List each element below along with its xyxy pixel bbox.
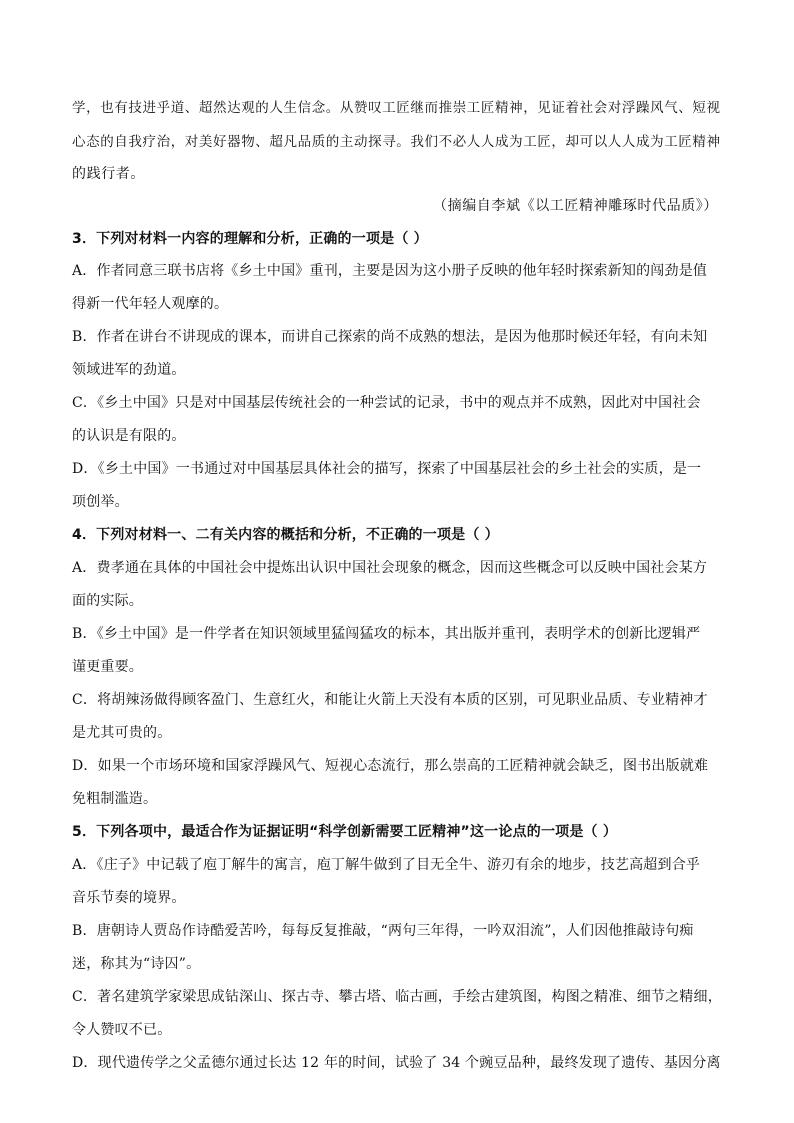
question-stem: 4．下列对材料一、二有关内容的概括和分析，不正确的一项是（ ）	[72, 527, 499, 543]
passage-line: 心态的自我疗治，对美好器物、超凡品质的主动探寻。我们不必人人成为工匠，却可以人人成为工匠精神	[72, 134, 721, 150]
option-line: 免粗制滥造。	[72, 791, 158, 807]
question-stem: 3．下列对材料一内容的理解和分析，正确的一项是（ ）	[72, 231, 428, 247]
option-line: 面的实际。	[72, 593, 143, 609]
passage-line: 学，也有技进乎道、超然达观的人生信念。从赞叹工匠继而推崇工匠精神，见证着社会对浮躁风气、短视	[72, 100, 721, 116]
passage-source: （摘编自李斌《以工匠精神雕琢时代品质》）	[433, 198, 718, 214]
option-line: D．如果一个市场环境和国家浮躁风气、短视心态流行，那么崇高的工匠精神就会缺乏，图书出版就难	[72, 758, 709, 774]
option-line: A．费孝通在具体的中国社会中提炼出认识中国社会现象的概念，因而这些概念可以反映中国社会某方	[72, 560, 708, 576]
option-line: 得新一代年轻人观摩的。	[72, 296, 229, 312]
option-line: 的认识是有限的。	[72, 428, 186, 444]
option-line: B．唐朝诗人贾岛作诗酷爱苦吟，每每反复推敲，“两句三年得，一吟双泪流”，人们因他推敲诗句痴	[72, 923, 694, 939]
passage-line: 的践行者。	[72, 166, 145, 182]
option-line: D．现代遗传学之父孟德尔通过长达 12 年的时间，试验了 34 个豌豆品种，最终发现了遗传、基因分离	[72, 1055, 721, 1071]
option-line: C．著名建筑学家梁思成钻深山、探古寺、攀古塔、临古画，手绘古建筑图，构图之精准、细节之精细，	[72, 989, 722, 1005]
question-stem: 5．下列各项中，最适合作为证据证明“科学创新需要工匠精神”这一论点的一项是（ ）	[72, 824, 618, 840]
option-line: 领域进军的劲道。	[72, 362, 186, 378]
option-line: C．将胡辣汤做得顾客盈门、生意红火，和能让火箭上天没有本质的区别，可见职业品质、专业精神才	[72, 692, 708, 708]
document-page	[72, 0, 722, 1123]
option-line: B．《乡土中国》是一件学者在知识领域里猛闯猛攻的标本，其出版并重刊，表明学术的创新比逻辑严	[72, 626, 701, 642]
option-line: 是尤其可贵的。	[72, 725, 172, 741]
option-line: D．《乡土中国》一书通过对中国基层具体社会的描写，探索了中国基层社会的乡土社会的实质，是一	[72, 461, 702, 477]
option-line: A．作者同意三联书店将《乡土中国》重刊，主要是因为这小册子反映的他年轻时探索新知的闯劲是值	[72, 263, 708, 279]
option-line: 项创举。	[72, 494, 129, 510]
option-line: B．作者在讲台不讲现成的课本，而讲自己探索的尚不成熟的想法，是因为他那时候还年轻，有向未知	[72, 329, 708, 345]
option-line: 谨更重要。	[72, 659, 143, 675]
option-line: 音乐节奏的境界。	[72, 890, 186, 906]
option-line: C．《乡土中国》只是对中国基层传统社会的一种尝试的记录，书中的观点并不成熟，因此对中国社会	[72, 395, 701, 411]
option-line: 令人赞叹不已。	[72, 1022, 172, 1038]
option-line: 迷，称其为“诗囚”。	[72, 956, 201, 972]
option-line: A．《庄子》中记载了庖丁解牛的寓言，庖丁解牛做到了目无全牛、游刃有余的地步，技艺高超到合乎	[72, 857, 701, 873]
